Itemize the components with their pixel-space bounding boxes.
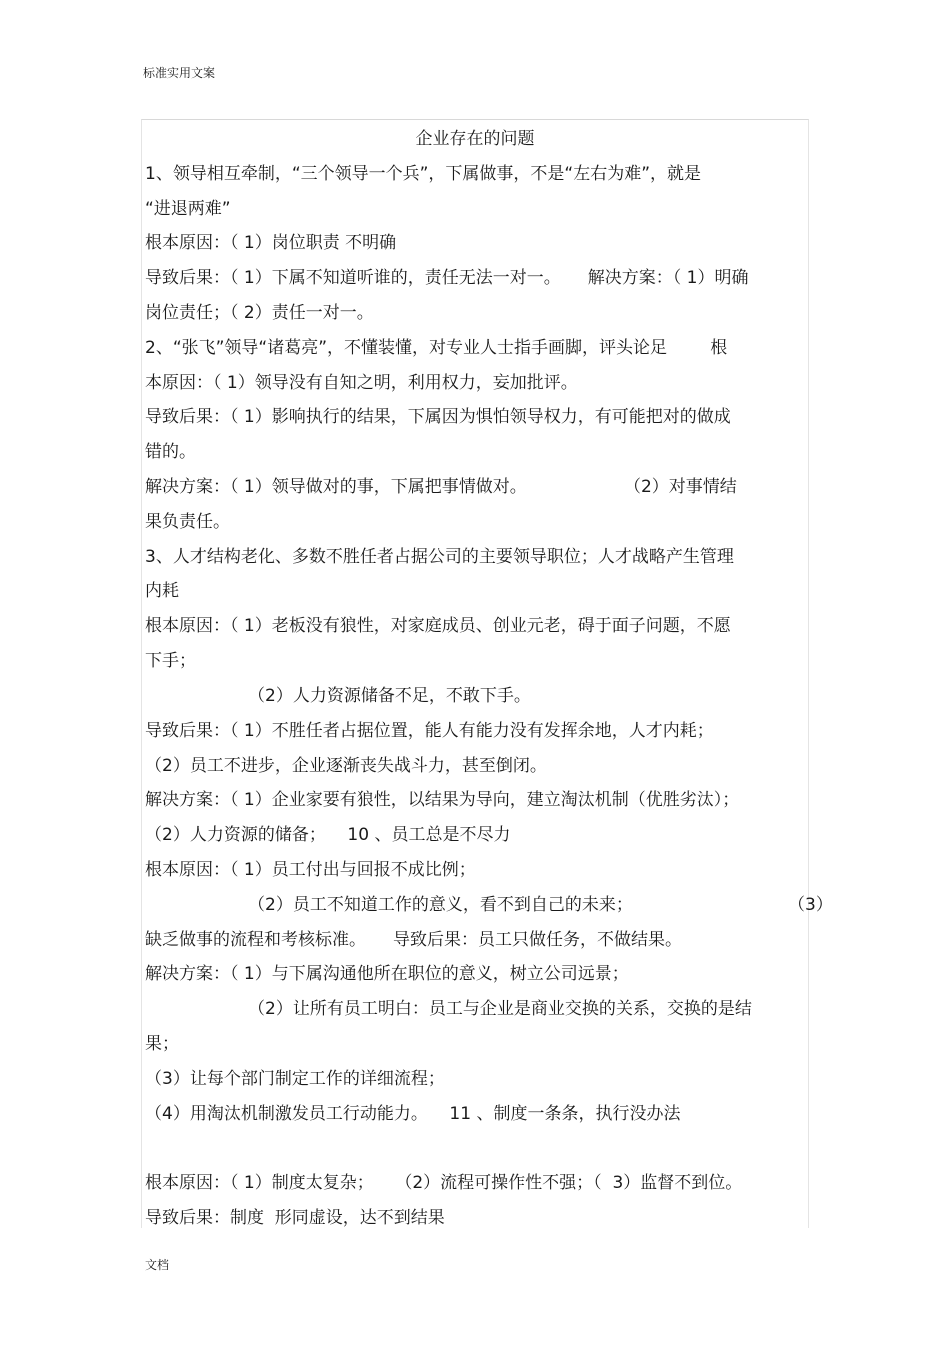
text-line: （2）人力资源储备不足，不敢下手。	[248, 686, 531, 706]
text-line: 导致后果：（ 1）不胜任者占据位置，能人有能力没有发挥余地，人才内耗；	[145, 721, 714, 741]
text-line: 1、领导相互牵制，“三个领导一个兵”，下属做事，不是“左右为难”，就是	[145, 164, 702, 184]
text-line: 导致后果：（ 1）影响执行的结果，下属因为惧怕领导权力，有可能把对的做成	[145, 407, 731, 427]
text-line: “进退两难”	[145, 199, 231, 219]
text-line: 解决方案：（ 1）企业家要有狼性，以结果为导向，建立淘汰机制（优胜劣汰）；	[145, 790, 740, 810]
text-line: （4）用淘汰机制激发员工行动能力。 11 、制度一条条，执行没办法	[145, 1104, 681, 1124]
text-line: 根本原因：（ 1）员工付出与回报不成比例；	[145, 860, 476, 880]
page-header: 标准实用文案	[143, 66, 216, 80]
text-line: 3、人才结构老化、多数不胜任者占据公司的主要领导职位；人才战略产生管理	[145, 547, 734, 567]
text-line: （3）	[788, 895, 833, 915]
text-line: （2）员工不知道工作的意义，看不到自己的未来；	[248, 895, 633, 915]
text-line: 本原因：（ 1）领导没有自知之明，利用权力，妄加批评。	[145, 373, 578, 393]
document-title: 企业存在的问题	[415, 129, 535, 149]
text-line: （3）让每个部门制定工作的详细流程；	[145, 1069, 445, 1089]
text-line: （2）员工不进步，企业逐渐丧失战斗力，甚至倒闭。	[145, 756, 547, 776]
text-line: 导致后果：制度 形同虚设，达不到结果	[145, 1208, 445, 1228]
page-footer: 文档	[145, 1258, 170, 1272]
text-line: 根本原因：（ 1）老板没有狼性，对家庭成员、创业元老，碍于面子问题，不愿	[145, 616, 731, 636]
text-line: 内耗	[145, 581, 179, 601]
text-line: （2）人力资源的储备； 10 、员工总是不尽力	[145, 825, 511, 845]
text-line: 下手；	[145, 651, 196, 671]
text-line: 果；	[145, 1034, 179, 1054]
text-line: 根本原因：（ 1）制度太复杂； （2）流程可操作性不强；（ 3）监督不到位。	[145, 1173, 743, 1193]
text-line: 解决方案：（ 1）与下属沟通他所在职位的意义，树立公司远景；	[145, 964, 629, 984]
text-line: 缺乏做事的流程和考核标准。 导致后果：员工只做任务，不做结果。	[145, 930, 683, 950]
text-line: 果负责任。	[145, 512, 230, 532]
text-line: 导致后果：（ 1）下属不知道听谁的，责任无法一对一。 解决方案：（ 1）明确	[145, 268, 749, 288]
text-line: 错的。	[145, 442, 196, 462]
text-line: 解决方案：（ 1）领导做对的事，下属把事情做对。 （2）对事情结	[145, 477, 737, 497]
text-line: 岗位责任；（ 2）责任一对一。	[145, 303, 374, 323]
text-line: （2）让所有员工明白：员工与企业是商业交换的关系，交换的是结	[248, 999, 752, 1019]
text-line: 根本原因：（ 1）岗位职责 不明确	[145, 233, 397, 253]
text-line: 2、“张飞”领导“诸葛亮”，不懂装懂，对专业人士指手画脚，评头论足 根	[145, 338, 728, 358]
